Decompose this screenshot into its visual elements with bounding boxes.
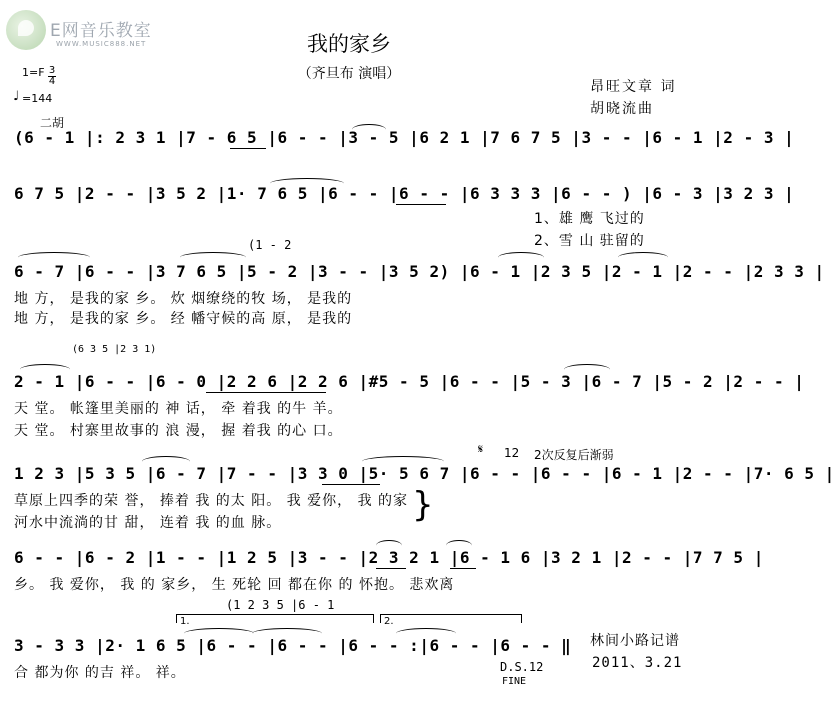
lyric-verse-1-line-3: 地 方， 是我的家 乡。 炊 烟缭绕的牧 场， 是我的 <box>14 291 353 307</box>
slur <box>142 456 190 467</box>
time-signature-top: 3 <box>48 65 56 76</box>
beam-underline <box>206 392 326 393</box>
tie <box>396 628 456 639</box>
beam-underline <box>450 568 476 569</box>
slur <box>446 540 472 551</box>
first-ending-label: 1. <box>180 616 190 627</box>
prelude-bracket: (1 - 2 <box>248 238 292 252</box>
beam-underline <box>396 204 446 205</box>
slur <box>618 252 668 263</box>
segno-instruction: 2次反复后渐弱 <box>534 448 614 462</box>
lyric-verse-1-line-2: 1、雄 鹰 飞过的 <box>534 211 645 227</box>
watermark-site-url: WWW.MUSIC888.NET <box>56 40 147 48</box>
tie <box>362 456 444 467</box>
lyric-verse-1-line-5: 草原上四季的荣 誉， 捧着 我 的太 阳。 我 爱你， 我 的家 <box>14 493 409 509</box>
tempo-marking: =144 <box>22 92 53 105</box>
inner-bracket: (6 3 5 |2 3 1) <box>72 344 157 355</box>
slur <box>564 364 610 375</box>
lyric-verse-2-line-3: 地 方， 是我的家 乡。 经 幡守候的高 原， 是我的 <box>14 311 353 327</box>
quarter-note-icon: ♩ <box>13 89 20 104</box>
lyricist-credit: 昂旺文章 词 <box>590 79 677 95</box>
beam-underline <box>230 148 266 149</box>
slur <box>20 364 70 375</box>
beam-underline <box>376 568 406 569</box>
beam-underline <box>322 484 380 485</box>
score-line-7: 3 - 3 3 |2· 1 6 5 |6 - - |6 - - |6 - - :|6 - - |6 - - ‖ <box>14 636 572 655</box>
first-ending-bracket <box>176 614 374 623</box>
song-title: 我的家乡 <box>307 32 391 56</box>
key-signature: 1=F <box>22 66 45 79</box>
lyric-verse-2-line-4: 天 堂。 村寨里故事的 浪 漫， 握 着我 的心 口。 <box>14 423 343 439</box>
lyric-line-7: 合 都为你 的吉 祥。 祥。 <box>14 665 186 681</box>
time-signature <box>48 66 56 87</box>
score-line-3: 6 - 7 |6 - - |3 7 6 5 |5 - 2 |3 - - |3 5 2) |6 - 1 |2 3 5 |2 - 1 |2 - - |2 3 3 | <box>14 262 825 281</box>
slur <box>376 540 402 551</box>
slur <box>498 252 544 263</box>
score-line-2: 6 7 5 |2 - - |3 5 2 |1· 7 6 5 |6 - - |6 - - |6 3 3 3 |6 - - ) |6 - 3 |3 2 3 | <box>14 184 795 203</box>
tie <box>252 628 322 639</box>
repeat-bracket: (1 2 3 5 |6 - 1 <box>226 598 335 612</box>
ds-mark: D.S.12 <box>500 660 544 674</box>
segno-number: 12 <box>504 446 520 460</box>
verse-brace: } <box>412 485 434 525</box>
score-line-4: 2 - 1 |6 - - |6 - 0 |2 2 6 |2 2 6 |#5 - 5 |6 - - |5 - 3 |6 - 7 |5 - 2 |2 - - | <box>14 372 805 391</box>
transcription-date: 2011、3.21 <box>592 655 683 671</box>
watermark-site-name: E网音乐教室 <box>50 21 152 41</box>
tie <box>270 178 344 189</box>
score-line-1: (6 - 1 |: 2 3 1 |7 - 6 5 |6 - - |3 - 5 |6 2 1 |7 6 7 5 |3 - - |6 - 1 |2 - 3 | <box>14 128 795 147</box>
slur <box>352 124 386 135</box>
time-signature-bottom: 4 <box>48 76 56 87</box>
fine-mark: FINE <box>502 676 527 687</box>
second-ending-label: 2. <box>384 616 394 627</box>
slur <box>180 252 246 263</box>
tie <box>184 628 254 639</box>
slur <box>18 252 90 263</box>
lyric-verse-1-line-4: 天 堂。 帐篷里美丽的 神 话， 牵 着我 的牛 羊。 <box>14 401 343 417</box>
score-line-6: 6 - - |6 - 2 |1 - - |1 2 5 |3 - - |2 3 2 1 |6 - 1 6 |3 2 1 |2 - - |7 7 5 | <box>14 548 764 567</box>
song-performer: （齐旦布 演唱） <box>297 66 401 82</box>
lyric-line-6: 乡。 我 爱你， 我 的 家乡， 生 死轮 回 都在你 的 怀抱。 悲欢离 <box>14 577 455 593</box>
segno-icon: 𝄋 <box>478 442 484 456</box>
composer-credit: 胡晓流曲 <box>590 101 654 117</box>
second-ending-bracket <box>380 614 522 623</box>
lyric-verse-2-line-2: 2、雪 山 驻留的 <box>534 233 645 249</box>
instrument-label: 二胡 <box>40 116 65 130</box>
transcriber-credit: 林间小路记谱 <box>590 633 680 649</box>
score-line-5: 1 2 3 |5 3 5 |6 - 7 |7 - - |3 3 0 |5· 5 6 7 |6 - - |6 - - |6 - 1 |2 - - |7· 6 5 | <box>14 464 835 483</box>
lyric-verse-2-line-5: 河水中流淌的甘 甜， 连着 我 的血 脉。 <box>14 515 282 531</box>
